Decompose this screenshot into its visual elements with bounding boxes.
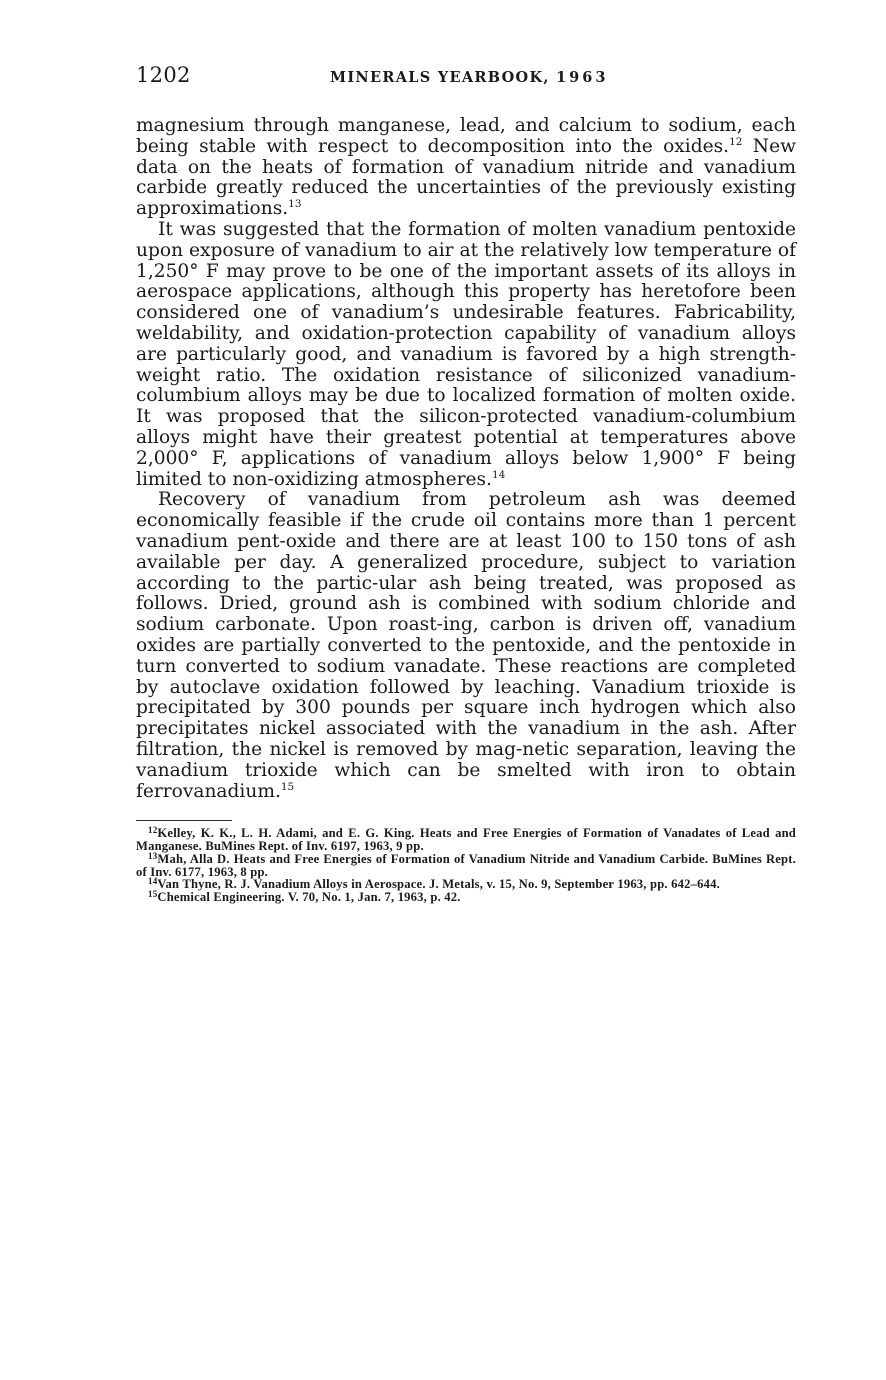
- footnote-text: Mah, Alla D. Heats and Free Energies of Formation of Vanadium Nitride and Vanadium Carbide. BuMines Rept. of Inv. 6177, 1963, 8 pp.: [136, 851, 796, 879]
- body-text: [136, 116, 796, 802]
- paragraph: [136, 220, 796, 490]
- footnote-reference: 14: [491, 468, 506, 481]
- footnotes: [136, 827, 796, 904]
- footnote-number: 13: [148, 850, 158, 861]
- footnote-number: 12: [148, 825, 158, 836]
- footnote-text: Van Thyne, R. J. Vanadium Alloys in Aerospace. J. Metals, v. 15, No. 9, September 1963, pp. 642–644.: [157, 877, 720, 892]
- running-title: [330, 69, 608, 86]
- footnote: [136, 850, 796, 879]
- paragraph: [136, 116, 796, 220]
- footnote-number: 15: [148, 889, 158, 900]
- paragraph-text: Recovery of vanadium from petroleum ash was deemed economically feasible if the crude oil contains more than 1 percent vanadium pent-oxide and there are at least 100 to 150 tons of ash available per day. A generalized procedure, subject to variation according to the partic-ular ash being treated, was proposed as follows. Dried, ground ash is combined with sodium chloride and sodium carbonate. Upon roast-ing, carbon is driven off, vanadium oxides are partially converted to the pentoxide, and the pentoxide in turn converted to sodium vanadate. These reactions are completed by autoclave oxidation followed by leaching. Vanadium trioxide is precipitated by 300 pounds per square inch hydrogen which also precipitates nickel associated with the vanadium in the ash. After filtration, the nickel is removed by mag-netic separation, leaving the vanadium trioxide which can be smelted with iron to obtain ferrovanadium.: [136, 489, 796, 802]
- footnote-reference: 15: [280, 780, 295, 793]
- footnote: [136, 891, 796, 904]
- footnote-text: Kelley, K. K., L. H. Adami, and E. G. King. Heats and Free Energies of Formation of Vanadates of Lead and Manganese. BuMines Rept. of Inv. 6197, 1963, 9 pp.: [136, 826, 796, 854]
- paragraph-text: It was suggested that the formation of molten vanadium pentoxide upon exposure of vanadium to air at the relatively low temperature of 1,250° F may prove to be one of the important assets of its alloys in aerospace applications, although this property has heretofore been considered one of vanadium’s undesirable features. Fabricability, weldability, and oxidation-protection capability of vanadium alloys are particularly good, and vanadium is favored by a high strength-weight ratio. The oxidation resistance of siliconized vanadium-columbium alloys may be due to localized formation of molten oxide. It was proposed that the silicon-protected vanadium-columbium alloys might have their greatest potential at temperatures above 2,000° F, applications of vanadium alloys below 1,900° F being limited to non-oxidizing atmospheres.: [136, 218, 796, 490]
- footnote-text: Chemical Engineering. V. 70, No. 1, Jan. 7, 1963, p. 42.: [157, 890, 461, 905]
- document-page: [136, 60, 796, 904]
- footnote-reference: 12: [729, 135, 743, 148]
- running-title-text: MINERALS YEARBOOK,: [330, 69, 550, 86]
- footnote-reference: 13: [288, 198, 302, 211]
- running-title-year: 1963: [556, 69, 609, 86]
- page-number: 1202: [136, 63, 191, 87]
- footnote: [136, 827, 796, 853]
- paragraph-text: magnesium through manganese, lead, and calcium to sodium, each being stable with respect to decomposition into the oxides.: [136, 115, 796, 157]
- footnote-number: 14: [148, 876, 158, 887]
- paragraph: [136, 490, 796, 802]
- running-head: [136, 60, 796, 90]
- paragraph-text: New data on the heats of formation of vanadium nitride and vanadium carbide greatly reduced the uncertainties of the previously existing approximations.: [136, 135, 796, 220]
- footnote-rule: [136, 820, 232, 821]
